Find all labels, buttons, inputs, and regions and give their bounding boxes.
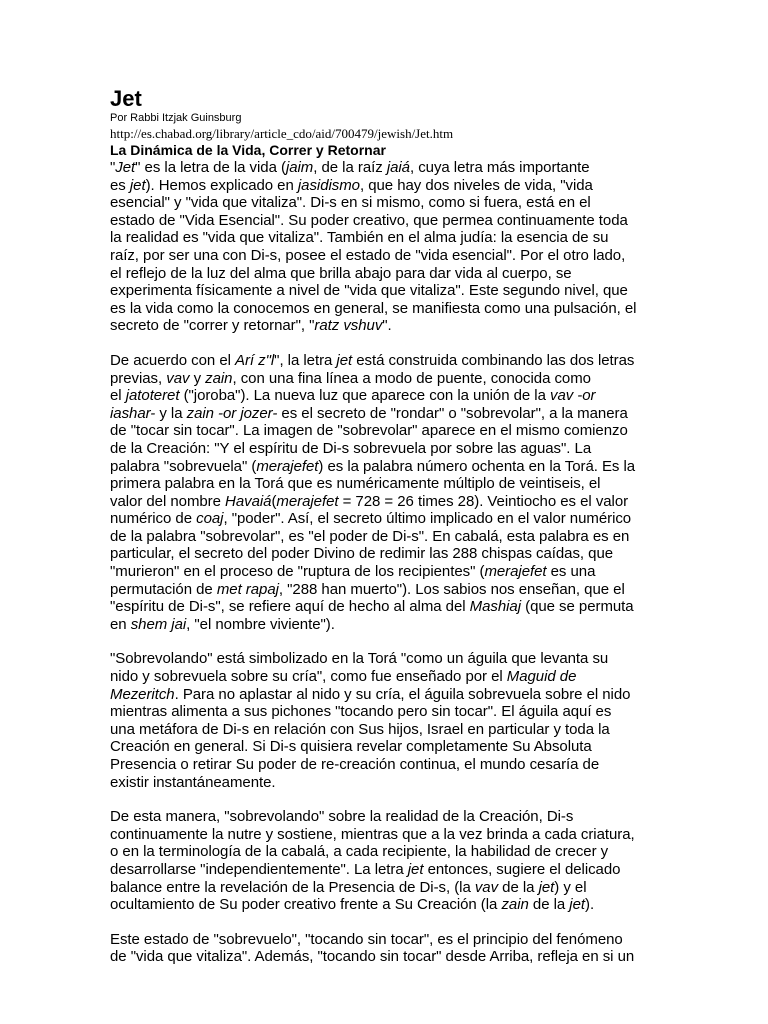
- italic-term: ratz vshuv: [314, 317, 383, 335]
- text-run: ": [110, 159, 116, 176]
- article-subtitle: La Dinámica de la Vida, Correr y Retornar: [110, 142, 386, 158]
- paragraph: [110, 352, 662, 634]
- text-run: , que hay dos niveles de vida, "vida esencial" y "vida que vitaliza". Di-s en si mismo, como si fuera, está en el estado de "Vida Esencial". Su poder creativo, que permea continuamente toda la realidad es "vida que vitaliza". También en el alma judía: la esencia de su raíz, por ser una con Di-s, posee el estado de "vida esencial". Por el otro lado, el reflejo de la luz del alma que brilla abajo para dar vida al cuerpo, se experimenta físicamente a nivel de "vida que vitaliza". Este segundo nivel, que es la vida como la conocemos en general, se manifiesta como una pulsación, el secreto de "correr y retornar", ": [110, 176, 637, 335]
- text-run: , de la raíz: [313, 159, 387, 176]
- italic-term: merajefet: [276, 492, 339, 510]
- italic-term: jet: [538, 878, 555, 896]
- paragraph: [110, 159, 662, 335]
- text-run: , cuya letra más importante es: [110, 159, 590, 194]
- italic-term: vav: [166, 369, 190, 387]
- source-url: http://es.chabad.org/library/article_cdo/aid/700479/jewish/Jet.htm: [110, 126, 454, 141]
- italic-term: jasidismo: [297, 176, 360, 194]
- text-run: = 728 = 26 times 28). Veintiocho es el valor numérico de: [110, 492, 629, 528]
- text-run: ) es la palabra número ochenta en la Torá. Es la primera palabra en la Torá que es numéricamente múltiplo de veintiseis, el valor del nombre: [110, 457, 636, 510]
- document-page: [110, 86, 662, 983]
- italic-term: jet: [336, 351, 353, 369]
- text-run: , "el nombre viviente").: [186, 615, 335, 633]
- text-run: es el secreto de "rondar" o "sobrevolar", a la manera de "tocar sin tocar". La imagen de "sobrevolar" aparece en el mismo comienzo de la Creación: "Y el espíritu de Di-s sobrevuela por sobre las aguas". La palabra "sobrevuela" (: [110, 404, 628, 475]
- text-run: y la: [155, 404, 187, 422]
- italic-term: merajefet: [484, 563, 547, 581]
- text-run: , "poder". Así, el secreto último implicado en el valor numérico de la palabra "sobrevolar", es "el poder de Di-s". En cabalá, esta palabra es en particular, el secreto del poder Divino de redimir las 288 chispas caídas, que "murieron" en el proceso de "ruptura de los recipientes" (: [110, 510, 632, 581]
- text-run: entonces, sugiere el delicado balance entre la revelación de la Presencia de Di-s, (la: [110, 860, 621, 896]
- text-run: ", la letra: [274, 351, 337, 369]
- text-run: , con una fina línea a modo de puente, conocida como el: [110, 369, 591, 405]
- text-run: (que se permuta en: [110, 598, 634, 633]
- text-run: Este estado de "sobrevuelo", "tocando sin tocar", es el principio del fenómeno de "vida que vitaliza". Además, "tocando sin tocar" desde Arriba, refleja en si un: [110, 930, 635, 966]
- article-title: Jet: [110, 86, 142, 111]
- text-run: es una permutación de: [110, 563, 596, 598]
- italic-term: merajefet: [256, 457, 319, 475]
- italic-term: Arí z"l: [235, 351, 275, 369]
- italic-term: jatoteret: [125, 387, 180, 405]
- text-run: y: [189, 369, 206, 387]
- text-run: De esta manera, "sobrevolando" sobre la realidad de la Creación, Di-s continuamente la nutre y sostiene, mientras que a la vez brinda a cada criatura, o en la terminología de la cabalá, a cada recipiente, la habilidad de crecer y desarrollarse "independientemente". La letra: [110, 808, 635, 878]
- italic-term: vav -or iashar-: [110, 387, 596, 422]
- italic-term: zain: [501, 896, 529, 914]
- italic-term: Maguid de Mezeritch: [110, 668, 577, 703]
- italic-term: jet: [129, 176, 146, 194]
- text-run: De acuerdo con el: [110, 351, 236, 369]
- text-run: " es la letra de la vida (: [135, 159, 286, 176]
- italic-term: jaiá: [386, 159, 410, 176]
- article-author: Por Rabbi Itzjak Guinsburg: [110, 112, 242, 124]
- text-run: de la: [498, 878, 539, 896]
- paragraph: [110, 808, 662, 914]
- text-run: , "288 han muerto"). Los sabios nos enseñan, que el "espíritu de Di-s", se refiere aquí de hecho al alma del: [110, 580, 625, 616]
- text-run: ).: [585, 896, 595, 914]
- paragraph: [110, 931, 662, 966]
- text-run: está construida combinando las dos letras previas,: [110, 351, 635, 387]
- italic-term: jet: [407, 860, 424, 878]
- text-run: (: [271, 492, 277, 510]
- paragraph: [110, 650, 662, 791]
- italic-term: zain: [205, 369, 233, 387]
- text-run: de la: [528, 896, 570, 914]
- italic-term: vav: [474, 878, 499, 896]
- italic-term: shem jai: [130, 615, 187, 633]
- italic-term: jaim: [285, 159, 314, 176]
- text-run: "Sobrevolando" está simbolizado en la Torá "como un águila que levanta su nido y sobrevuela sobre su cría", como fue enseñado por el: [110, 650, 609, 686]
- italic-term: Mashiaj: [469, 598, 521, 616]
- italic-term: Jet: [115, 159, 136, 176]
- italic-term: jet: [569, 896, 585, 914]
- text-run: ). Hemos explicado en: [145, 176, 298, 194]
- text-run: ".: [382, 317, 392, 335]
- text-run: . Para no aplastar al nido y su cría, el águila sobrevuela sobre el nido mientras alimenta a sus pichones "tocando pero sin tocar". El águila aquí es una metáfora de Di-s en relación con Sus hijos, Israel en particular y toda la Creación en general. Si Di-s quisiera revelar completamente Su Absoluta Presencia o retirar Su poder de re-creación continua, el mundo cesaría de existir instantáneamente.: [110, 685, 631, 791]
- italic-term: Havaiá: [225, 492, 272, 510]
- italic-term: met rapaj: [216, 580, 279, 598]
- italic-term: zain -or jozer-: [186, 404, 278, 422]
- article-body: [110, 159, 662, 966]
- text-run: ) y el ocultamiento de Su poder creativo frente a Su Creación (la: [110, 878, 587, 914]
- text-run: ("joroba"). La nueva luz que aparece con la unión de la: [179, 387, 550, 405]
- italic-term: coaj: [196, 510, 224, 528]
